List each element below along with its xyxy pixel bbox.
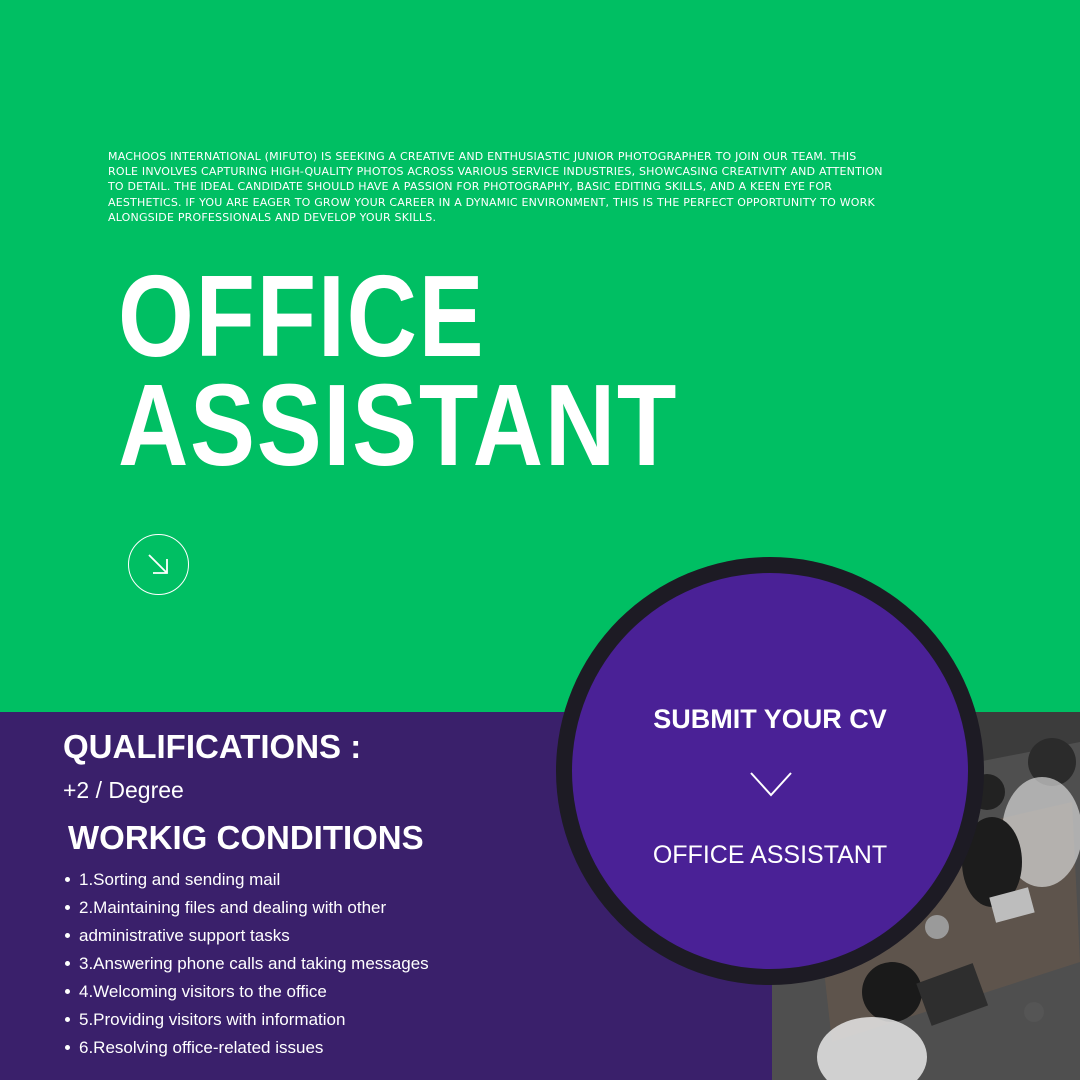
list-item: 2.Maintaining files and dealing with other [62,895,429,923]
job-title-line-2: ASSISTANT [118,360,679,490]
list-item: 5.Providing visitors with information [62,1007,429,1035]
qualifications-title: QUALIFICATIONS : [63,728,362,765]
chevron-down-icon [749,770,793,798]
list-item: administrative support tasks [62,923,429,951]
list-item: 1.Sorting and sending mail [62,867,429,895]
submit-cv-button[interactable] [572,573,968,969]
job-title-line-1: OFFICE [118,251,486,381]
list-item: 4.Welcoming visitors to the office [62,979,429,1007]
list-item: 3.Answering phone calls and taking messages [62,951,429,979]
intro-text: MACHOOS INTERNATIONAL (MIFUTO) IS SEEKING A CREATIVE AND ENTHUSIASTIC JUNIOR PHOTOGRAPHER TO JOIN OUR TEAM. THIS ROLE INVOLVES CAPTURING HIGH-QUALITY PHOTOS ACROSS VARIOUS SERVICE INDUSTRIES, SHOWCASING CREATIVITY AND ATTENTION TO DETAIL. THE IDEAL CANDIDATE SHOULD HAVE A PASSION FOR PHOTOGRAPHY, BASIC EDITING SKILLS, AND A KEEN EYE FOR AESTHETICS. IF YOU ARE EAGER TO GROW YOUR CAREER IN A DYNAMIC ENVIRONMENT, THIS IS THE PERFECT OPPORTUNITY TO WORK ALONGSIDE PROFESSIONALS AND DEVELOP YOUR SKILLS. [108,150,883,224]
submit-cv-position: OFFICE ASSISTANT [652,841,888,869]
arrow-down-right-button[interactable] [128,534,189,595]
list-item: 6.Resolving office-related issues [62,1035,429,1063]
qualifications-value: +2 / Degree [63,777,184,803]
working-conditions-list [62,867,429,1063]
job-title [118,251,679,490]
arrow-down-right-icon [146,552,172,578]
working-conditions-title: WORKIG CONDITIONS [68,819,424,856]
submit-cv-label: SUBMIT YOUR CV [653,704,887,734]
